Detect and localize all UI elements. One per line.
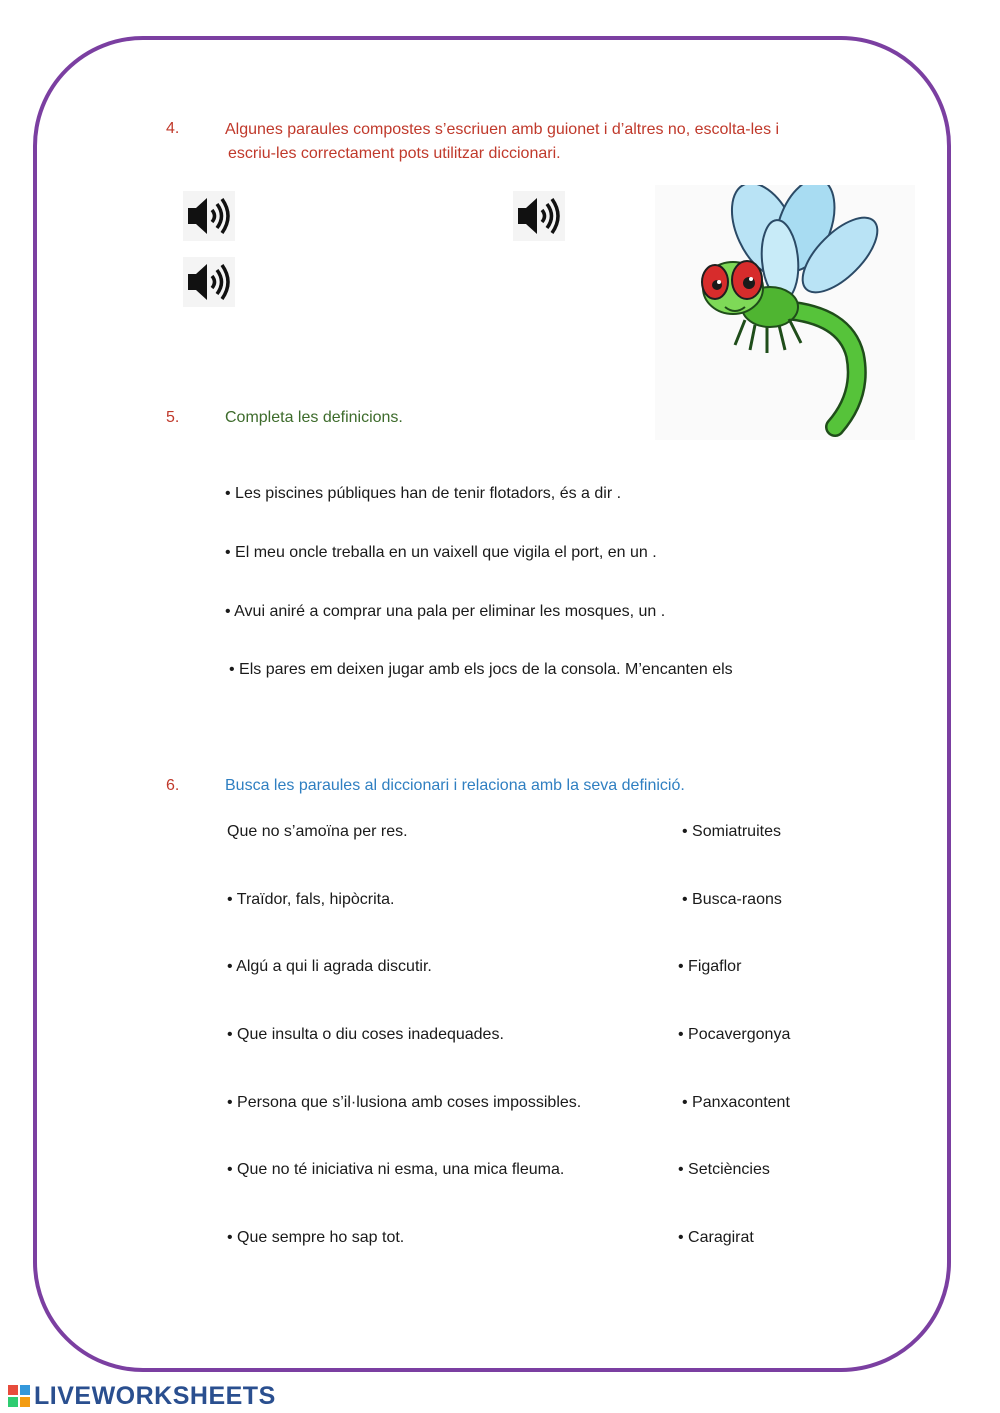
match-word: • Caragirat (678, 1229, 754, 1246)
match-word: • Somiatruites (682, 823, 781, 840)
audio-button-2[interactable] (513, 191, 565, 241)
speaker-icon (183, 191, 235, 241)
exercise-4-number: 4. (166, 120, 180, 137)
exercise-5-title: Completa les definicions. (225, 409, 403, 426)
audio-button-3[interactable] (183, 257, 235, 307)
liveworksheets-brand (8, 1382, 276, 1410)
match-definition: • Persona que s’il·lusiona amb coses impossibles. (227, 1094, 582, 1111)
match-definition: • Traïdor, fals, hipòcrita. (227, 891, 395, 908)
speaker-icon (183, 257, 235, 307)
exercise-4-instruction-line2: escriu-les correctament pots utilitzar diccionari. (228, 145, 561, 162)
match-word: • Panxacontent (682, 1094, 790, 1111)
definition-sentence: • El meu oncle treballa en un vaixell que vigila el port, en un . (225, 544, 657, 561)
definition-sentence: • Els pares em deixen jugar amb els jocs de la consola. M’encanten els (229, 661, 733, 678)
brand-name: LIVEWORKSHEETS (34, 1381, 276, 1410)
exercise-6-title: Busca les paraules al diccionari i relaciona amb la seva definició. (225, 777, 685, 794)
exercise-6-number: 6. (166, 777, 180, 794)
match-definition: • Algú a qui li agrada discutir. (227, 958, 432, 975)
match-word: • Pocavergonya (678, 1026, 791, 1043)
definition-sentence: • Les piscines públiques han de tenir flotadors, és a dir . (225, 485, 622, 502)
definition-sentence: • Avui aniré a comprar una pala per eliminar les mosques, un . (225, 603, 666, 620)
match-definition: • Que insulta o diu coses inadequades. (227, 1026, 504, 1043)
dragonfly-illustration (655, 185, 915, 440)
match-word: • Figaflor (678, 958, 742, 975)
match-definition: Que no s’amoïna per res. (227, 823, 408, 840)
liveworksheets-logo-icon (8, 1385, 30, 1407)
exercise-4-instruction-line1: Algunes paraules compostes s’escriuen amb guionet i d’altres no, escolta-les i (225, 121, 780, 138)
audio-button-1[interactable] (183, 191, 235, 241)
match-definition: • Que no té iniciativa ni esma, una mica fleuma. (227, 1161, 565, 1178)
match-word: • Setciències (678, 1161, 770, 1178)
speaker-icon (513, 191, 565, 241)
exercise-5-number: 5. (166, 409, 180, 426)
match-word: • Busca-raons (682, 891, 782, 908)
match-definition: • Que sempre ho sap tot. (227, 1229, 405, 1246)
